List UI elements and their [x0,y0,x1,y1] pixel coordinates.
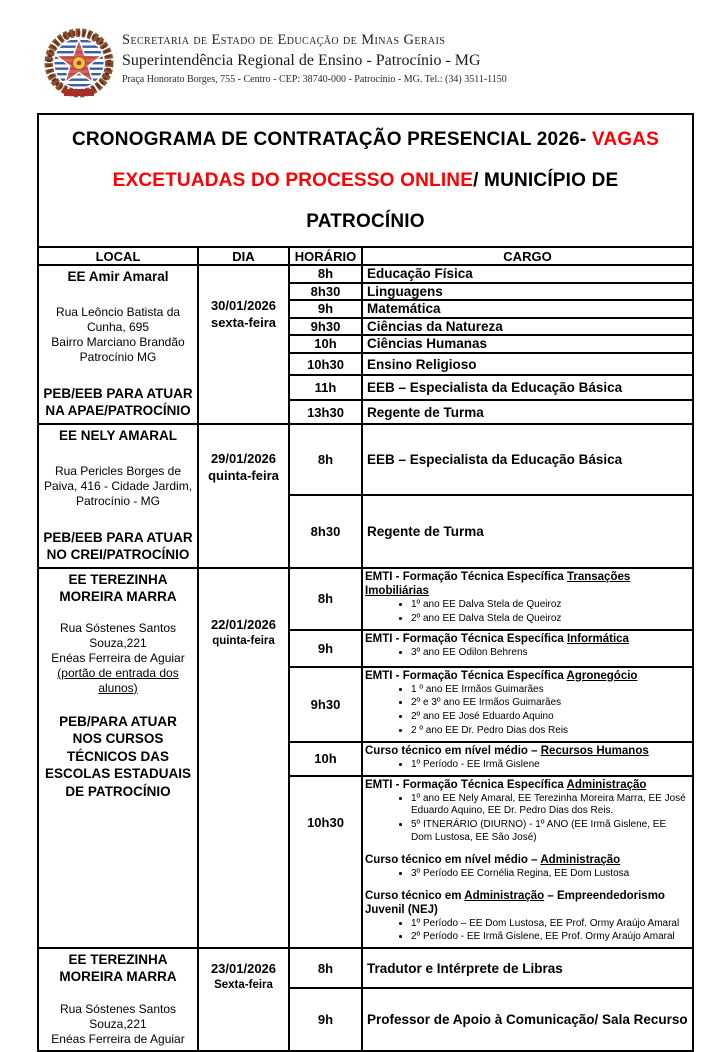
bullet-item: • 1º Período – EE Dom Lustosa, EE Prof. Ormy Araújo Amaral [411,918,689,931]
time-cell: 8h30 [289,495,362,568]
school-address: Rua Pericles Borges de Paiva, 416 - Cidade Jardim, Patrocínio - MG [43,463,193,508]
time-cell: 9h [289,988,362,1051]
bullet-item: • 1º ano EE Dalva Stela de Queiroz [411,599,689,612]
cargo-block [365,889,689,945]
school-address: Enéas Ferreira de Aguiar [51,1031,185,1046]
column-header-horario: HORÁRIO [289,247,362,265]
bullet-item: • 5º ITNERÁRIO (DIURNO) - 1º ANO (EE Irmã Gislene, EE Dom Lustosa, EE São José) [411,819,689,845]
cargo-bullets [365,793,689,845]
page-title [38,114,693,247]
cargo-cell [362,742,693,776]
weekday-label: quinta-feira [212,634,275,647]
cargo-bullets [365,647,689,660]
title-text: CRONOGRAMA DE CONTRATAÇÃO PRESENCIAL 2026- [71,129,592,150]
cargo-block [365,669,689,738]
letterhead-text [122,28,507,85]
school-address: Enéas Ferreira de Aguiar [51,650,185,665]
cargo-bullets [365,684,689,738]
time-cell: 11h [289,375,362,400]
org-name: Secretaria de Estado de Educação de Minas Gerais [122,32,446,48]
title-text-red: VAGAS [591,129,660,150]
cargo-heading: Curso técnico em nível médio – Recursos Humanos [365,744,649,757]
column-header-cargo: CARGO [362,247,693,265]
column-header-row [38,247,693,265]
cargo-heading: Curso técnico em Administração – Empreendedorismo Juvenil (NEJ) [365,889,665,916]
coat-of-arms-logo-icon [44,28,114,102]
time-cell: 10h [289,742,362,776]
bullet-item: • 2 º ano EE Dr. Pedro Dias dos Reis [411,725,689,738]
school-name: EE TEREZINHA MOREIRA MARRA [59,571,177,604]
letterhead [44,28,507,102]
cargo-cell [362,667,693,742]
cargo-cell: Matemática [362,300,693,318]
cargo-bullets [365,868,689,881]
time-cell: 10h30 [289,353,362,376]
table-row [38,424,693,495]
local-cell [38,424,198,568]
cargo-cell [362,568,693,630]
cargo-heading: EMTI - Formação Técnica Específica Agronegócio [365,669,638,682]
school-address: Rua Sóstenes Santos Souza,221 [59,620,177,650]
time-cell: 8h30 [289,283,362,301]
cargo-block [365,853,689,881]
cargo-bullets [365,759,689,772]
bullet-item: • 1º Período - EE Irmã Gislene [411,759,689,772]
cargo-heading: EMTI - Formação Técnica Específica Administração [365,778,647,791]
table-row [38,265,693,283]
table-row [38,948,693,988]
bullet-item: • 3º Período EE Cornélia Regina, EE Dom Lustosa [411,868,689,881]
cargo-cell: Ensino Religioso [362,353,693,376]
schedule-table [37,113,694,1052]
time-cell: 8h [289,948,362,988]
date-label: 22/01/2026 [210,616,277,632]
dia-cell [198,424,289,568]
cargo-cell [362,630,693,667]
school-address: Patrocínio MG [79,349,157,364]
cargo-cell: Ciências Humanas [362,335,693,353]
cargo-cell [362,776,693,949]
time-cell: 9h [289,630,362,667]
cargo-cell: EEB – Especialista da Educação Básica [362,375,693,400]
time-cell: 9h [289,300,362,318]
school-name: EE NELY AMARAL [58,427,178,443]
time-cell: 10h [289,335,362,353]
time-cell: 9h30 [289,318,362,336]
time-cell: 9h30 [289,667,362,742]
school-address-note: (portão de entrada dos alunos) [57,665,179,695]
cargo-block [365,778,689,845]
school-address: Rua Leôncio Batista da Cunha, 695 [55,304,181,334]
bullet-item: • 1º ano EE Nely Amaral, EE Terezinha Moreira Marra, EE José Eduardo Aquino, EE Dr. Pedro Dias dos Reis. [411,793,689,819]
cargo-cell: Regente de Turma [362,495,693,568]
role-label: PEB/PARA ATUAR NOS CURSOS TÉCNICOS DAS ESCOLAS ESTADUAIS DE PATROCÍNIO [44,713,191,799]
bullet-item: • 2º ano EE Dalva Stela de Queiroz [411,613,689,626]
column-header-dia: DIA [198,247,289,265]
title-text-red: EXCETUADAS DO PROCESSO ONLINE [112,170,474,191]
local-cell [38,948,198,1051]
school-name: EE TEREZINHA MOREIRA MARRA [59,952,177,985]
time-cell: 13h30 [289,400,362,424]
cargo-heading: EMTI - Formação Técnica Específica Informática [365,632,629,645]
dia-cell [198,265,289,424]
bullet-item: • 1 º ano EE Irmãos Guimarães [411,684,689,697]
date-label: 29/01/2026 [210,450,277,466]
table-row [38,568,693,630]
cargo-block [365,632,689,660]
time-cell: 8h [289,568,362,630]
bullet-item: • 2º Período - EE Irmã Gislene, EE Prof. Ormy Araújo Amaral [411,931,689,944]
title-text: / MUNICÍPIO DE [473,170,619,191]
weekday-label: Sexta-feira [214,979,273,992]
local-cell [38,265,198,424]
time-cell: 10h30 [289,776,362,949]
dia-cell [198,568,289,948]
title-line-2 [49,160,682,201]
school-name: EE Amir Amaral [67,269,169,284]
title-text: PATROCÍNIO [306,211,425,232]
cargo-cell: Tradutor e Intérprete de Libras [362,948,693,988]
school-address: Bairro Marciano Brandão [51,334,185,349]
cargo-cell: Linguagens [362,283,693,301]
cargo-block [365,744,689,772]
title-row [38,114,693,247]
bullet-item: • 2º e 3º ano EE Irmãos Guimarães [411,697,689,710]
role-label: PEB/EEB PARA ATUAR NA APAE/PATROCÍNIO [43,385,193,419]
cargo-heading: Curso técnico em nível médio – Administração [365,853,621,866]
local-cell [38,568,198,948]
title-line-3 [49,201,682,242]
bullet-item: • 3º ano EE Odilon Behrens [411,647,689,660]
school-address: Rua Sóstenes Santos Souza,221 [59,1001,177,1031]
coat-of-arms-svg [44,28,114,102]
bullet-item: • 2º ano EE José Eduardo Aquino [411,711,689,724]
cargo-cell: EEB – Especialista da Educação Básica [362,424,693,495]
role-label: PEB/EEB PARA ATUAR NO CREI/PATROCÍNIO [43,529,193,563]
cargo-bullets [365,599,689,626]
cargo-cell: Professor de Apoio à Comunicação/ Sala Recurso [362,988,693,1051]
title-line-1 [49,119,682,160]
date-label: 30/01/2026 [210,298,277,313]
dia-cell [198,948,289,1051]
cargo-cell: Regente de Turma [362,400,693,424]
cargo-cell: Educação Física [362,265,693,283]
cargo-heading: EMTI - Formação Técnica Específica Transações Imobiliárias [365,570,631,597]
cargo-bullets [365,918,689,945]
cargo-block [365,570,689,626]
column-header-local: LOCAL [38,247,198,265]
org-address: Praça Honorato Borges, 755 - Centro - CEP: 38740-000 - Patrocínio - MG. Tel.: (34) 3511-1150 [122,74,507,85]
weekday-label: sexta-feira [210,314,277,330]
weekday-label: quinta-feira [208,467,279,483]
cargo-cell: Ciências da Natureza [362,318,693,336]
date-label: 23/01/2026 [210,961,277,977]
time-cell: 8h [289,424,362,495]
org-subtitle: Superintendência Regional de Ensino - Patrocínio - MG [122,52,481,69]
time-cell: 8h [289,265,362,283]
